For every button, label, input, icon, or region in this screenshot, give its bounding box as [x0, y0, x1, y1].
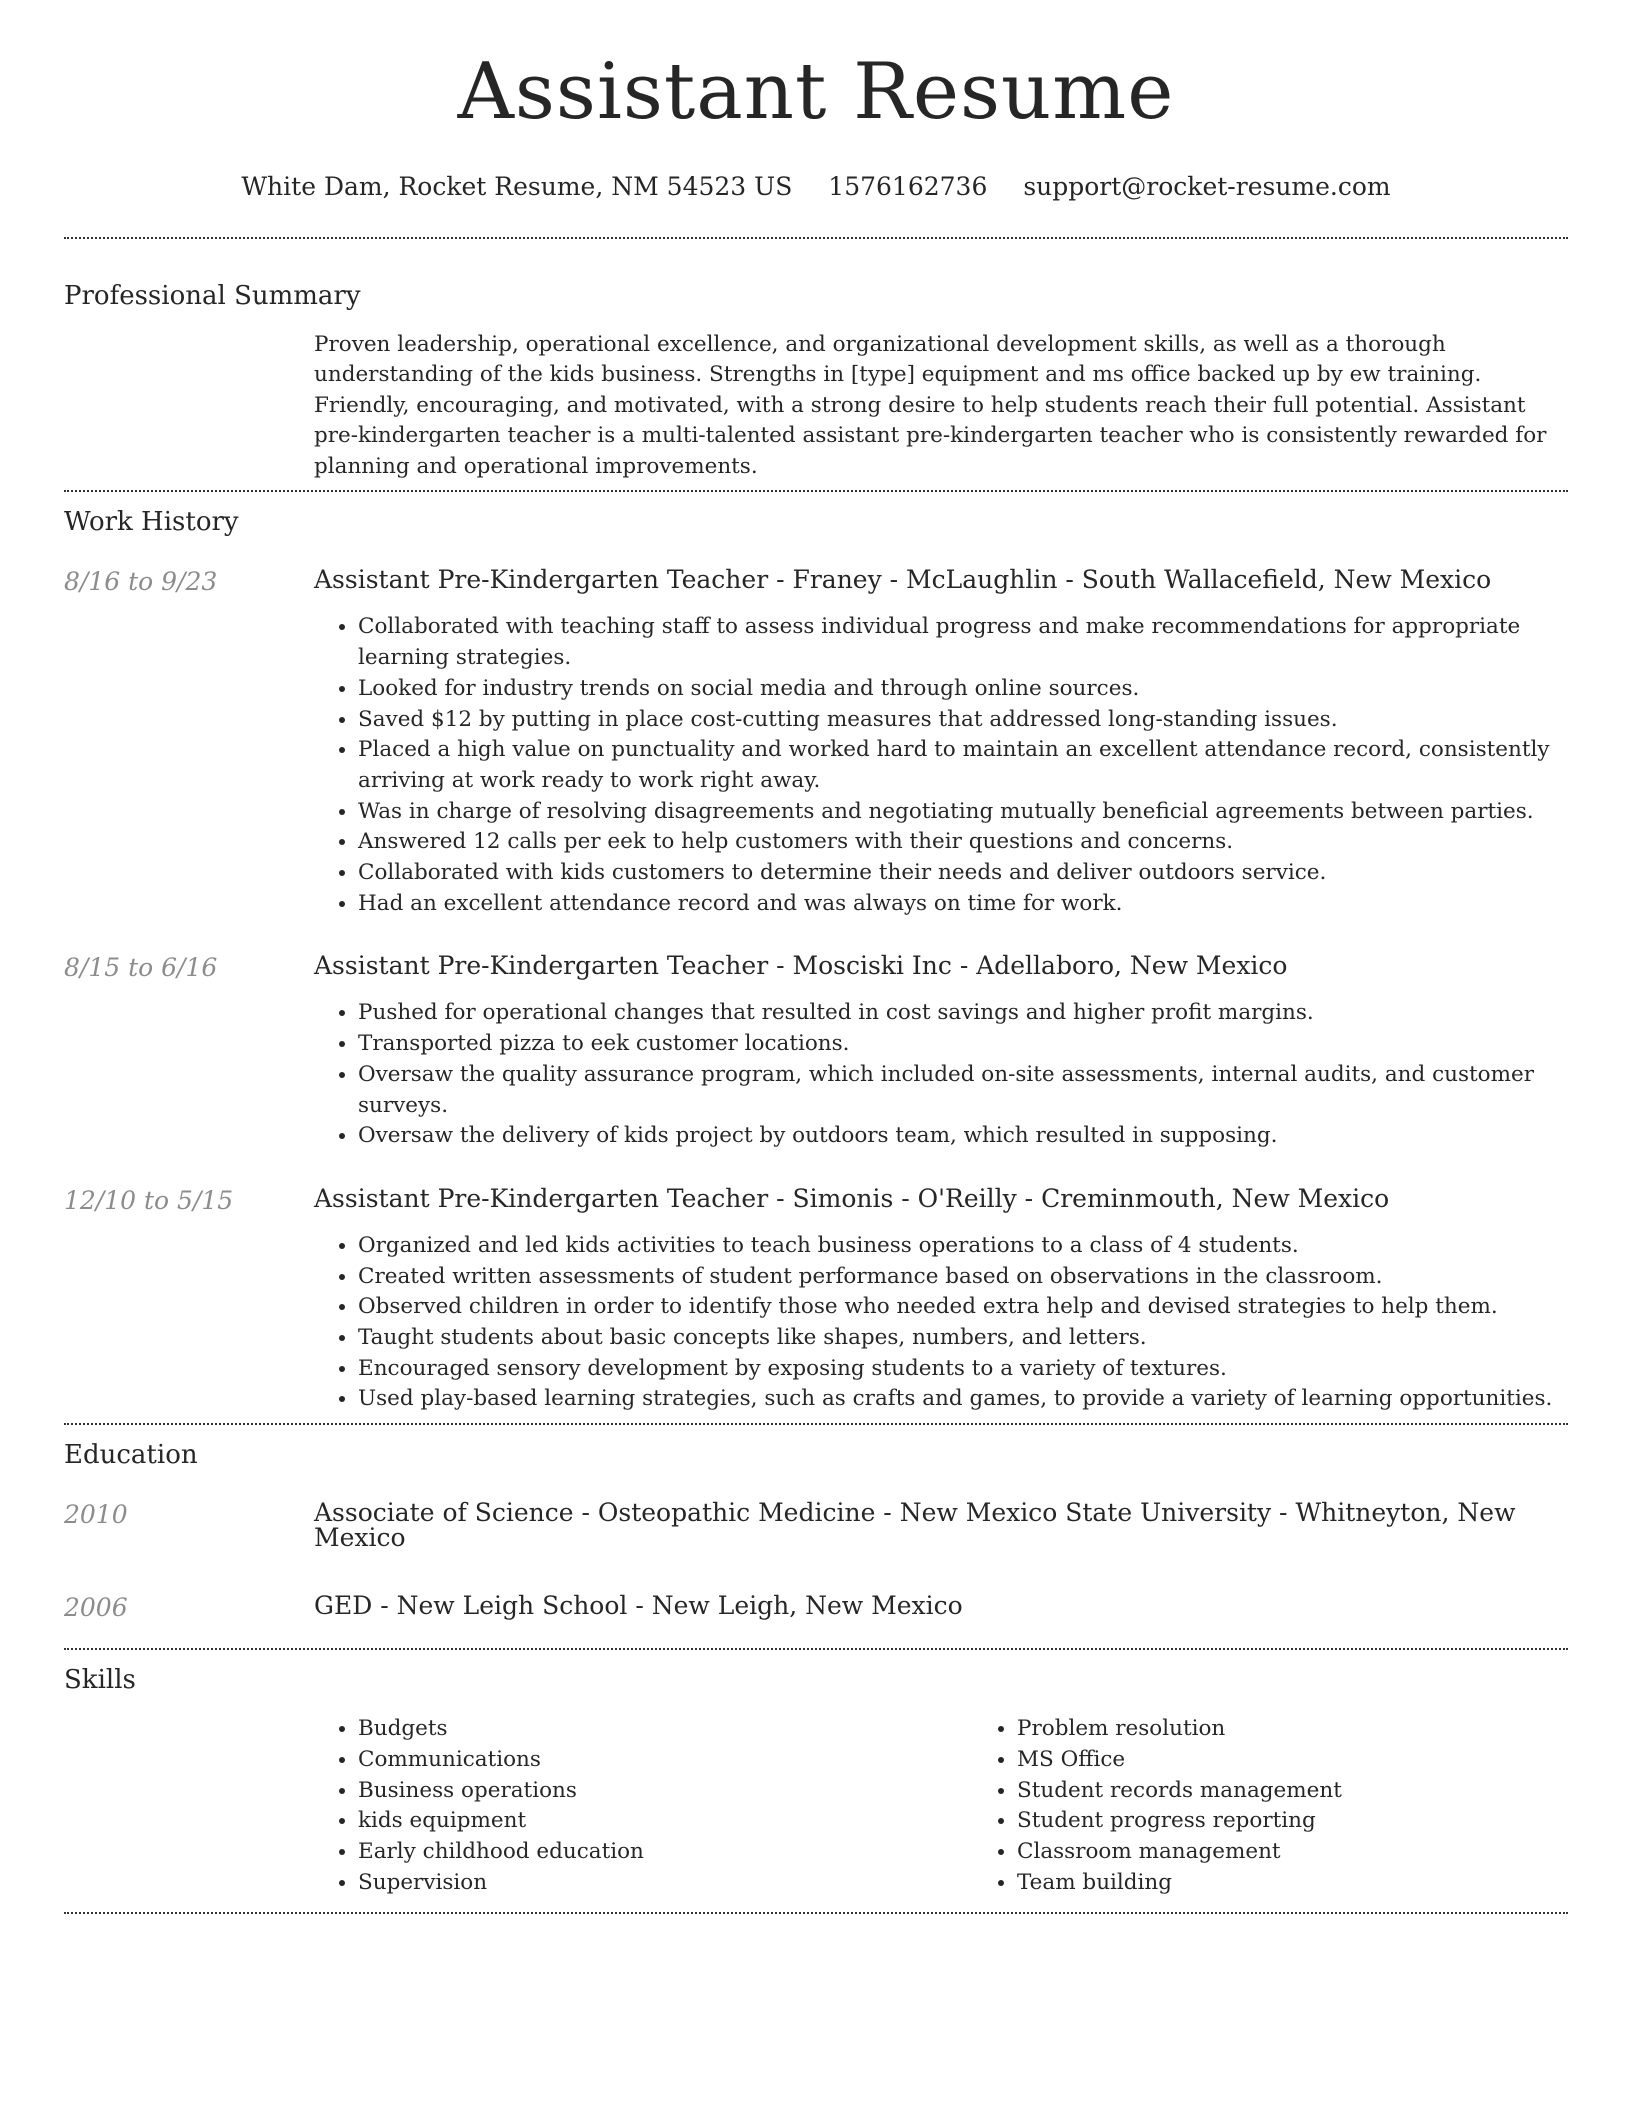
- resume-page: [64, 0, 1568, 1914]
- work-history-section: [64, 509, 1568, 1415]
- list-item: • Created written assessments of student performance based on observations in the classroom.: [358, 1262, 1568, 1293]
- job-dates: 8/15 to 6/16: [64, 953, 218, 983]
- education-text: Associate of Science - Osteopathic Medicine - New Mexico State University - Whitneyton, New Mexico: [314, 1498, 1516, 1553]
- list-item: • Placed a high value on punctuality and worked hard to maintain an excellent attendance record, consistently arriving at work ready to work right away.: [358, 735, 1568, 796]
- job-entry: [64, 567, 1568, 919]
- job-bullets: [314, 998, 1568, 1152]
- list-item: • Used play-based learning strategies, such as crafts and games, to provide a variety of learning opportunities.: [358, 1384, 1568, 1415]
- list-item: • Oversaw the quality assurance program, which included on-site assessments, internal audits, and customer surveys.: [358, 1060, 1568, 1121]
- list-item: • Was in charge of resolving disagreements and negotiating mutually beneficial agreements between parties.: [358, 797, 1568, 828]
- divider: [64, 1423, 1568, 1425]
- job-title: Assistant Pre-Kindergarten Teacher - Franey - McLaughlin - South Wallacefield, New Mexico: [314, 565, 1492, 595]
- skill-item: • Team building: [1017, 1868, 1632, 1899]
- skills-columns: [314, 1714, 1632, 1898]
- education-year: 2006: [64, 1593, 128, 1623]
- job-entry: [64, 953, 1568, 1152]
- skill-item: • Classroom management: [1017, 1837, 1632, 1868]
- skills-list-left: [314, 1714, 973, 1898]
- list-item: • Taught students about basic concepts like shapes, numbers, and letters.: [358, 1323, 1568, 1354]
- education-text: GED - New Leigh School - New Leigh, New Mexico: [314, 1591, 963, 1621]
- list-item: • Encouraged sensory development by exposing students to a variety of textures.: [358, 1354, 1568, 1385]
- skill-item: • Communications: [358, 1745, 973, 1776]
- skills-list-right: [973, 1714, 1632, 1898]
- education-entry: [64, 1593, 1568, 1622]
- list-item: • Answered 12 calls per eek to help customers with their questions and concerns.: [358, 827, 1568, 858]
- education-entry: [64, 1498, 1568, 1553]
- job-bullets: [314, 612, 1568, 919]
- skill-item: • Problem resolution: [1017, 1714, 1632, 1745]
- contact-email: support@rocket-resume.com: [1023, 171, 1391, 201]
- list-item: • Transported pizza to eek customer locations.: [358, 1029, 1568, 1060]
- contact-phone: 1576162736: [828, 171, 988, 201]
- contact-info: [64, 171, 1568, 201]
- job-dates: 8/16 to 9/23: [64, 567, 218, 597]
- list-item: • Had an excellent attendance record and was always on time for work.: [358, 889, 1568, 920]
- job-title: Assistant Pre-Kindergarten Teacher - Mosciski Inc - Adellaboro, New Mexico: [314, 951, 1288, 981]
- job-dates: 12/10 to 5/15: [64, 1185, 234, 1215]
- education-section: [64, 1442, 1568, 1622]
- section-title-skills: Skills: [64, 1665, 136, 1696]
- divider: [64, 1912, 1568, 1914]
- skill-item: • Student progress reporting: [1017, 1806, 1632, 1837]
- list-item: • Looked for industry trends on social media and through online sources.: [358, 674, 1568, 705]
- divider: [64, 490, 1568, 492]
- resume-title: Assistant Resume: [457, 47, 1175, 137]
- education-year: 2010: [64, 1500, 128, 1530]
- list-item: • Oversaw the delivery of kids project by outdoors team, which resulted in supposing.: [358, 1121, 1568, 1152]
- job-title: Assistant Pre-Kindergarten Teacher - Simonis - O'Reilly - Creminmouth, New Mexico: [314, 1183, 1390, 1213]
- list-item: • Saved $12 by putting in place cost-cutting measures that addressed long-standing issues.: [358, 705, 1568, 736]
- skills-section: [64, 1667, 1568, 1898]
- list-item: • Collaborated with teaching staff to assess individual progress and make recommendations for appropriate learning strategies.: [358, 612, 1568, 673]
- list-item: • Collaborated with kids customers to determine their needs and deliver outdoors service.: [358, 858, 1568, 889]
- job-entry: [64, 1183, 1568, 1415]
- section-title-work-history: Work History: [64, 507, 239, 538]
- list-item: • Observed children in order to identify those who needed extra help and devised strategies to help them.: [358, 1292, 1568, 1323]
- skill-item: • kids equipment: [358, 1806, 973, 1837]
- skill-item: • Student records management: [1017, 1776, 1632, 1807]
- divider: [64, 1648, 1568, 1650]
- skill-item: • Business operations: [358, 1776, 973, 1807]
- divider: [64, 237, 1568, 239]
- section-title-summary: Professional Summary: [64, 280, 361, 311]
- skill-item: • Budgets: [358, 1714, 973, 1745]
- summary-text: Proven leadership, operational excellence, and organizational development skills, as well as a thorough understanding of the kids business. Strengths in [type] equipment and ms office backed up by ew training. Friendly, encouraging, and motivated, with a strong desire to help students reach their full potential. Assistant pre-kindergarten teacher is a multi-talented assistant pre-kindergarten teacher who is consistently rewarded for planning and operational improvements.: [314, 331, 1547, 479]
- summary-section: [64, 280, 1568, 483]
- skill-item: • Early childhood education: [358, 1837, 973, 1868]
- list-item: • Organized and led kids activities to teach business operations to a class of 4 students.: [358, 1231, 1568, 1262]
- section-title-education: Education: [64, 1440, 198, 1471]
- skill-item: • MS Office: [1017, 1745, 1632, 1776]
- skill-item: • Supervision: [358, 1868, 973, 1899]
- job-bullets: [314, 1231, 1568, 1415]
- list-item: • Pushed for operational changes that resulted in cost savings and higher profit margins.: [358, 998, 1568, 1029]
- contact-address: White Dam, Rocket Resume, NM 54523 US: [241, 171, 793, 201]
